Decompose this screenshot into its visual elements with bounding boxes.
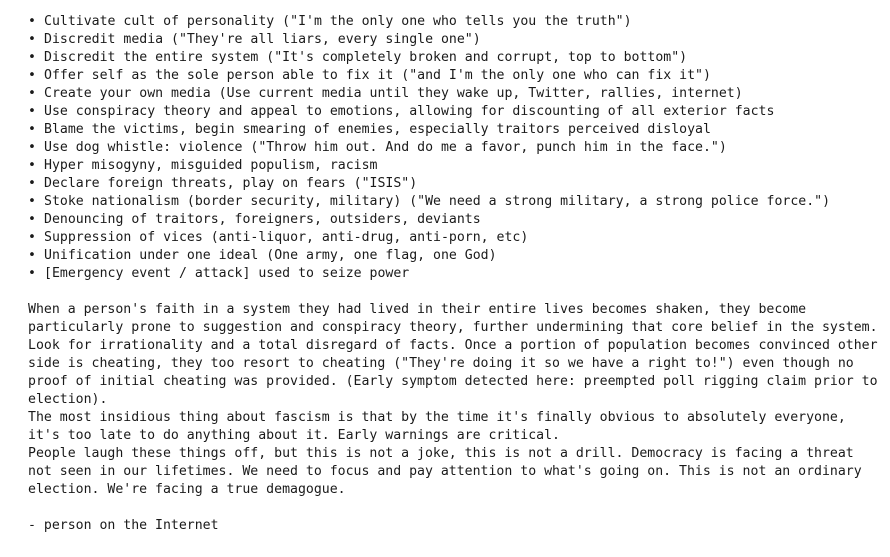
list-item bbox=[28, 31, 878, 49]
bullet-icon: • bbox=[28, 14, 36, 29]
list-item-text: [Emergency event / attack] used to seize power bbox=[44, 266, 410, 281]
list-item bbox=[28, 265, 878, 283]
list-item bbox=[28, 139, 878, 157]
bullet-icon: • bbox=[28, 122, 36, 137]
list-item bbox=[28, 229, 878, 247]
paragraph-warning: People laugh these things off, but this is not a joke, this is not a drill. Democracy is facing a threat not seen in our lifetimes. We need to focus and pay attention to what's going on. This is not an ordinary election. We're facing a true demagogue. bbox=[28, 446, 862, 497]
list-item-text: Denouncing of traitors, foreigners, outsiders, deviants bbox=[44, 212, 481, 227]
bullet-icon: • bbox=[28, 230, 36, 245]
list-item-text: Use dog whistle: violence ("Throw him out. And do me a favor, punch him in the face.") bbox=[44, 140, 727, 155]
list-item bbox=[28, 175, 878, 193]
list-item-text: Cultivate cult of personality ("I'm the only one who tells you the truth") bbox=[44, 14, 632, 29]
list-item-text: Use conspiracy theory and appeal to emotions, allowing for discounting of all exterior facts bbox=[44, 104, 775, 119]
list-item bbox=[28, 103, 878, 121]
list-item bbox=[28, 13, 878, 31]
section-spacer bbox=[28, 283, 878, 301]
list-item bbox=[28, 211, 878, 229]
list-item bbox=[28, 121, 878, 139]
bullet-icon: • bbox=[28, 86, 36, 101]
list-item bbox=[28, 49, 878, 67]
list-item-text: Discredit media ("They're all liars, every single one") bbox=[44, 32, 481, 47]
bullet-icon: • bbox=[28, 32, 36, 47]
list-item-text: Stoke nationalism (border security, military) ("We need a strong military, a strong police force.") bbox=[44, 194, 831, 209]
list-item-text: Blame the victims, begin smearing of enemies, especially traitors perceived disloyal bbox=[44, 122, 711, 137]
bullet-list bbox=[28, 13, 878, 283]
list-item bbox=[28, 157, 878, 175]
bullet-icon: • bbox=[28, 176, 36, 191]
bullet-icon: • bbox=[28, 50, 36, 65]
bullet-icon: • bbox=[28, 194, 36, 209]
list-item bbox=[28, 67, 878, 85]
bullet-icon: • bbox=[28, 158, 36, 173]
list-item-text: Create your own media (Use current media until they wake up, Twitter, rallies, internet) bbox=[44, 86, 743, 101]
signature: - person on the Internet bbox=[28, 518, 219, 533]
bullet-icon: • bbox=[28, 212, 36, 227]
list-item-text: Declare foreign threats, play on fears ("ISIS") bbox=[44, 176, 418, 191]
list-item bbox=[28, 193, 878, 211]
list-item-text: Discredit the entire system ("It's completely broken and corrupt, top to bottom") bbox=[44, 50, 688, 65]
document-body bbox=[28, 13, 878, 535]
list-item-text: Hyper misogyny, misguided populism, racism bbox=[44, 158, 378, 173]
paragraph-insidious: The most insidious thing about fascism is that by the time it's finally obvious to absolutely everyone, it's too late to do anything about it. Early warnings are critical. bbox=[28, 410, 846, 443]
paragraph-system-faith: When a person's faith in a system they had lived in their entire lives becomes shaken, they become particularly prone to suggestion and conspiracy theory, further undermining that core belief in the system. Look for irrationality and a total disregard of facts. Once a portion of population becomes convinced other side is cheating, they too resort to cheating ("They're doing it so we have a right to!") even though no proof of initial cheating was provided. (Early symptom detected here: preempted poll rigging claim prior to election). bbox=[28, 302, 878, 407]
bullet-icon: • bbox=[28, 68, 36, 83]
bullet-icon: • bbox=[28, 140, 36, 155]
bullet-icon: • bbox=[28, 248, 36, 263]
list-item bbox=[28, 247, 878, 265]
list-item-text: Unification under one ideal (One army, one flag, one God) bbox=[44, 248, 497, 263]
bullet-icon: • bbox=[28, 104, 36, 119]
bullet-icon: • bbox=[28, 266, 36, 281]
list-item bbox=[28, 85, 878, 103]
list-item-text: Offer self as the sole person able to fix it ("and I'm the only one who can fix it") bbox=[44, 68, 711, 83]
list-item-text: Suppression of vices (anti-liquor, anti-drug, anti-porn, etc) bbox=[44, 230, 529, 245]
